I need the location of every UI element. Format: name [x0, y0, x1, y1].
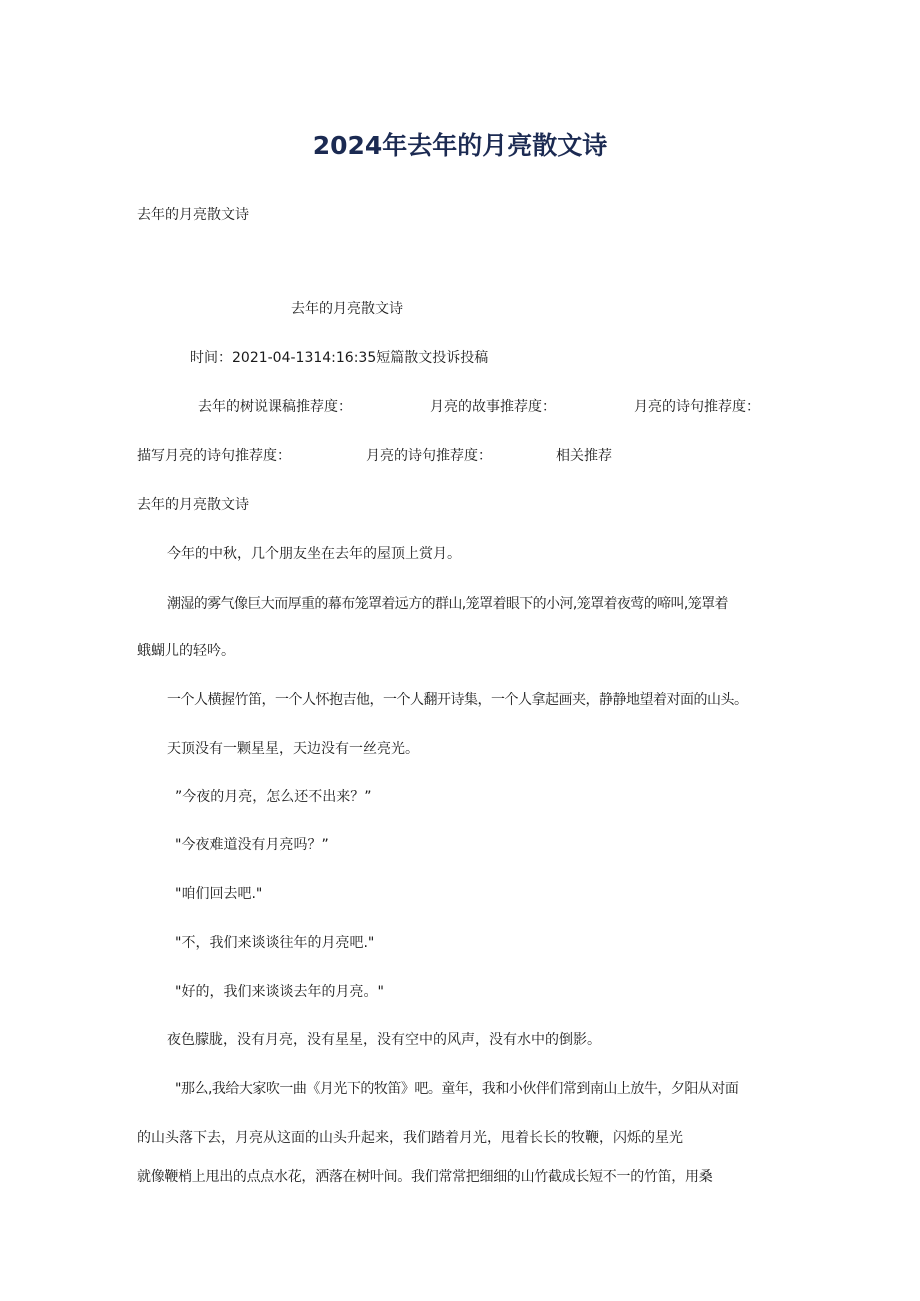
paragraph: 今年的中秋，几个朋友坐在去年的屋顶上赏月。 — [167, 546, 461, 562]
meta-line: 时间：2021-04-1314:16:35短篇散文投诉投稿 — [190, 350, 489, 366]
paragraph: 潮湿的雾气像巨大而厚重的幕布笼罩着远方的群山,笼罩着眼下的小河,笼罩着夜莺的啼叫,笼罩着 — [167, 596, 728, 612]
recommend-link-2[interactable]: 月亮的故事推荐度： — [430, 399, 556, 415]
recommend-link-3[interactable]: 月亮的诗句推荐度： — [634, 399, 760, 415]
recommend-link-5[interactable]: 月亮的诗句推荐度： — [366, 448, 492, 464]
paragraph: "咱们回去吧." — [175, 886, 263, 902]
paragraph: "好的，我们来谈谈去年的月亮。" — [175, 984, 384, 1000]
paragraph: 就像鞭梢上甩出的点点水花，洒落在树叶间。我们常常把细细的山竹截成长短不一的竹笛，用桑 — [137, 1169, 713, 1185]
paragraph: 的山头落下去，月亮从这面的山头升起来，我们踏着月光，甩着长长的牧鞭，闪烁的星光 — [137, 1130, 683, 1146]
recommend-link-1[interactable]: 去年的树说课稿推荐度： — [198, 399, 352, 415]
paragraph: "不，我们来谈谈往年的月亮吧." — [175, 935, 375, 951]
paragraph: 夜色朦胧，没有月亮，没有星星，没有空中的风声，没有水中的倒影。 — [167, 1032, 601, 1048]
paragraph: "那么,我给大家吹一曲《月光下的牧笛》吧。童年，我和小伙伴们常到南山上放牛，夕阳从对面 — [175, 1081, 739, 1097]
section-heading: 去年的月亮散文诗 — [137, 497, 249, 513]
related-recommend-link[interactable]: 相关推荐 — [556, 448, 612, 464]
document-title: 2024年去年的月亮散文诗 — [312, 131, 608, 160]
center-heading: 去年的月亮散文诗 — [291, 301, 403, 317]
paragraph: ”今夜的月亮，怎么还不出来？” — [175, 789, 372, 805]
paragraph: "今夜难道没有月亮吗？” — [175, 837, 329, 853]
paragraph: 天顶没有一颗星星，天边没有一丝亮光。 — [167, 741, 419, 757]
recommend-link-4[interactable]: 描写月亮的诗句推荐度： — [137, 448, 291, 464]
paragraph: 一个人横握竹笛，一个人怀抱吉他，一个人翻开诗集，一个人拿起画夹，静静地望着对面的山头。 — [167, 692, 748, 708]
paragraph: 蛾蝴儿的轻吟。 — [137, 643, 235, 659]
subtitle: 去年的月亮散文诗 — [137, 207, 249, 223]
